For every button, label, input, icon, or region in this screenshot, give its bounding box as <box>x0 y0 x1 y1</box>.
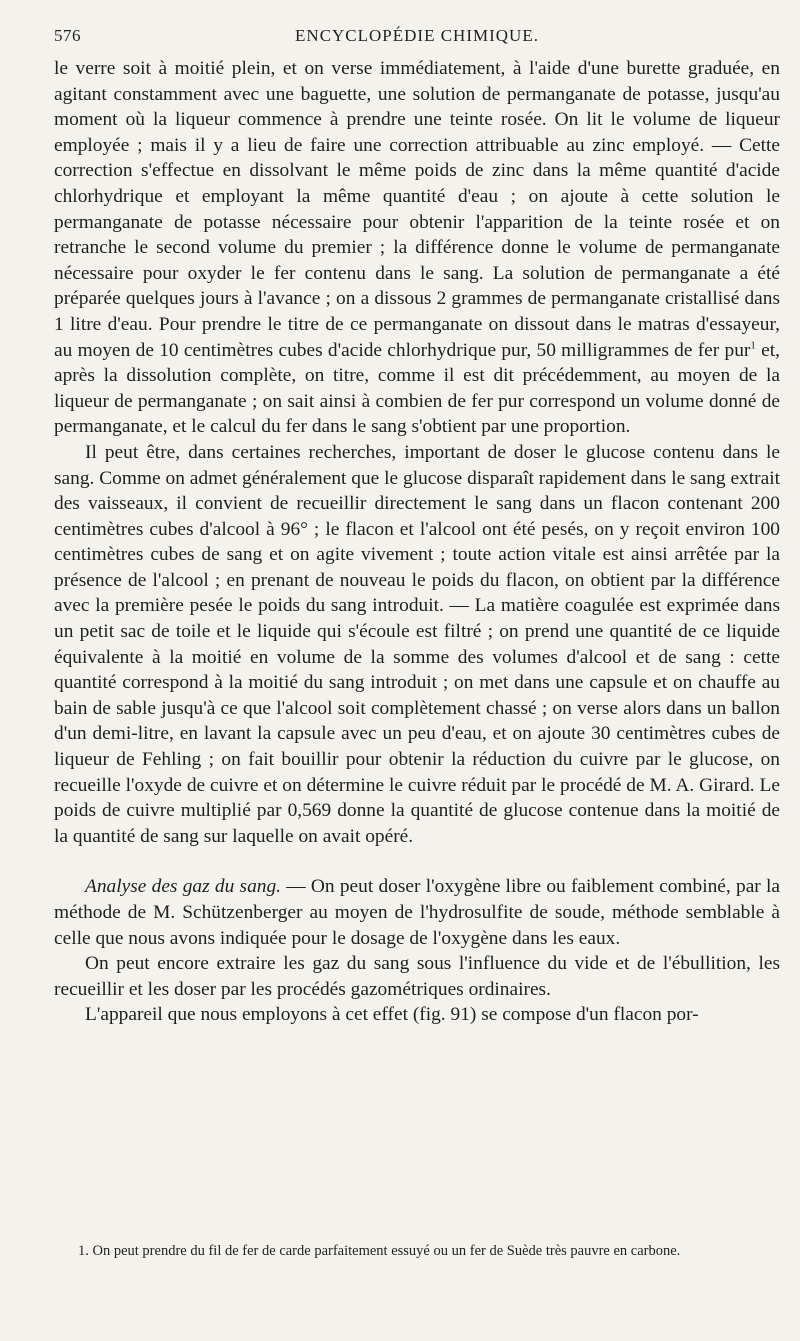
page-header <box>54 26 780 50</box>
body-text <box>54 56 780 1028</box>
paragraph-iron-titration-end: et, après la dissolution complète, on titre, comme il est dit précédemment, au moyen de la liqueur de permanganate ; on sait ainsi à combien de fer pur correspond un volume donné de permanganate, et le calcul du fer dans le sang s'obtient par une proportion. <box>54 339 780 438</box>
paragraph-apparatus: L'appareil que nous employons à cet effet (fig. 91) se compose d'un flacon por- <box>85 1004 699 1026</box>
paragraph-iron-titration-text: le verre soit à moitié plein, et on verse immédiatement, à l'aide d'une burette graduée, en agitant constamment avec une baguette, une solution de permanganate de potasse, jusqu'au moment où la liqueur commence à prendre une teinte rosée. On lit le volume de liqueur employée ; mais il y a lieu de faire une correction attribuable au zinc employé. — Cette correction s'effectue en dissolvant le même poids de zinc dans la même quantité d'acide chlorhydrique et employant la même quantité d'eau ; on ajoute à cette solution le permanganate de potasse nécessaire pour obtenir l'apparition de la teinte rosée et on retranche le second volume du premier ; la différence donne le volume de permanganate nécessaire pour oxyder le fer contenu dans le sang. La solution de permanganate a été préparée quelques jours à l'avance ; on a dissous 2 grammes de permanganate cristallisé dans 1 litre d'eau. Pour prendre le titre de ce permanganate on dissout dans le matras d'essayeur, au moyen de 10 centimètres cubes d'acide chlorhydrique pur, 50 milligrammes de fer pur <box>54 58 780 361</box>
paragraph-gas-analysis-text: — On peut doser l'oxygène libre ou faiblement combiné, par la méthode de M. Schützenberger au moyen de l'hydrosulfite de soude, méthode semblable à celle que nous avons indiquée pour le dosage de l'oxygène dans les eaux. <box>54 876 780 949</box>
running-title: ENCYCLOPÉDIE CHIMIQUE. <box>295 26 539 45</box>
paragraph-gas-analysis <box>54 874 780 951</box>
paragraph-gas-extraction: On peut encore extraire les gaz du sang sous l'influence du vide et de l'ébullition, les recueillir et les doser par les procédés gazométriques ordinaires. <box>54 953 780 1000</box>
page-number: 576 <box>54 26 81 45</box>
footnote: 1. On peut prendre du fil de fer de carde parfaitement essuyé ou un fer de Suède très pauvre en carbone. <box>78 1243 681 1259</box>
footnote-reference: 1 <box>750 339 756 352</box>
section-title-gas-analysis: Analyse des gaz du sang. <box>85 876 282 898</box>
paragraph-glucose: Il peut être, dans certaines recherches, important de doser le glucose contenu dans le sang. Comme on admet généralement que le glucose disparaît rapidement dans le sang extrait des vaisseaux, il convient de recueillir directement le sang dans un flacon contenant 200 centimètres cubes d'alcool à 96° ; le flacon et l'alcool ont été pesés, on y reçoit environ 100 centimètres cubes de sang et on agite vivement ; toute action vitale est ainsi arrêtée par la présence de l'alcool ; en prenant de nouveau le poids du flacon, on obtient par la différence avec la première pesée le poids du sang introduit. — La matière coagulée est exprimée dans un petit sac de toile et le liquide qui s'écoule est filtré ; on prend une quantité de ce liquide équivalente à la moitié en volume de la somme des volumes d'alcool et de sang : cette quantité correspond à la moitié du sang introduit ; on met dans une capsule et on chauffe au bain de sable jusqu'à ce que l'alcool soit complètement chassé ; on verse alors dans un ballon d'un demi-litre, en lavant la capsule avec un peu d'eau, et on ajoute 30 centimètres cubes de liqueur de Fehling ; on fait bouillir pour obtenir la réduction du cuivre par le glucose, on recueille l'oxyde de cuivre et on détermine le cuivre réduit par le procédé de M. A. Girard. Le poids de cuivre multiplié par 0,569 donne la quantité de glucose contenue dans la moitié de la quantité de sang sur laquelle on avait opéré. <box>54 441 780 847</box>
paragraph-iron-titration <box>54 56 780 440</box>
